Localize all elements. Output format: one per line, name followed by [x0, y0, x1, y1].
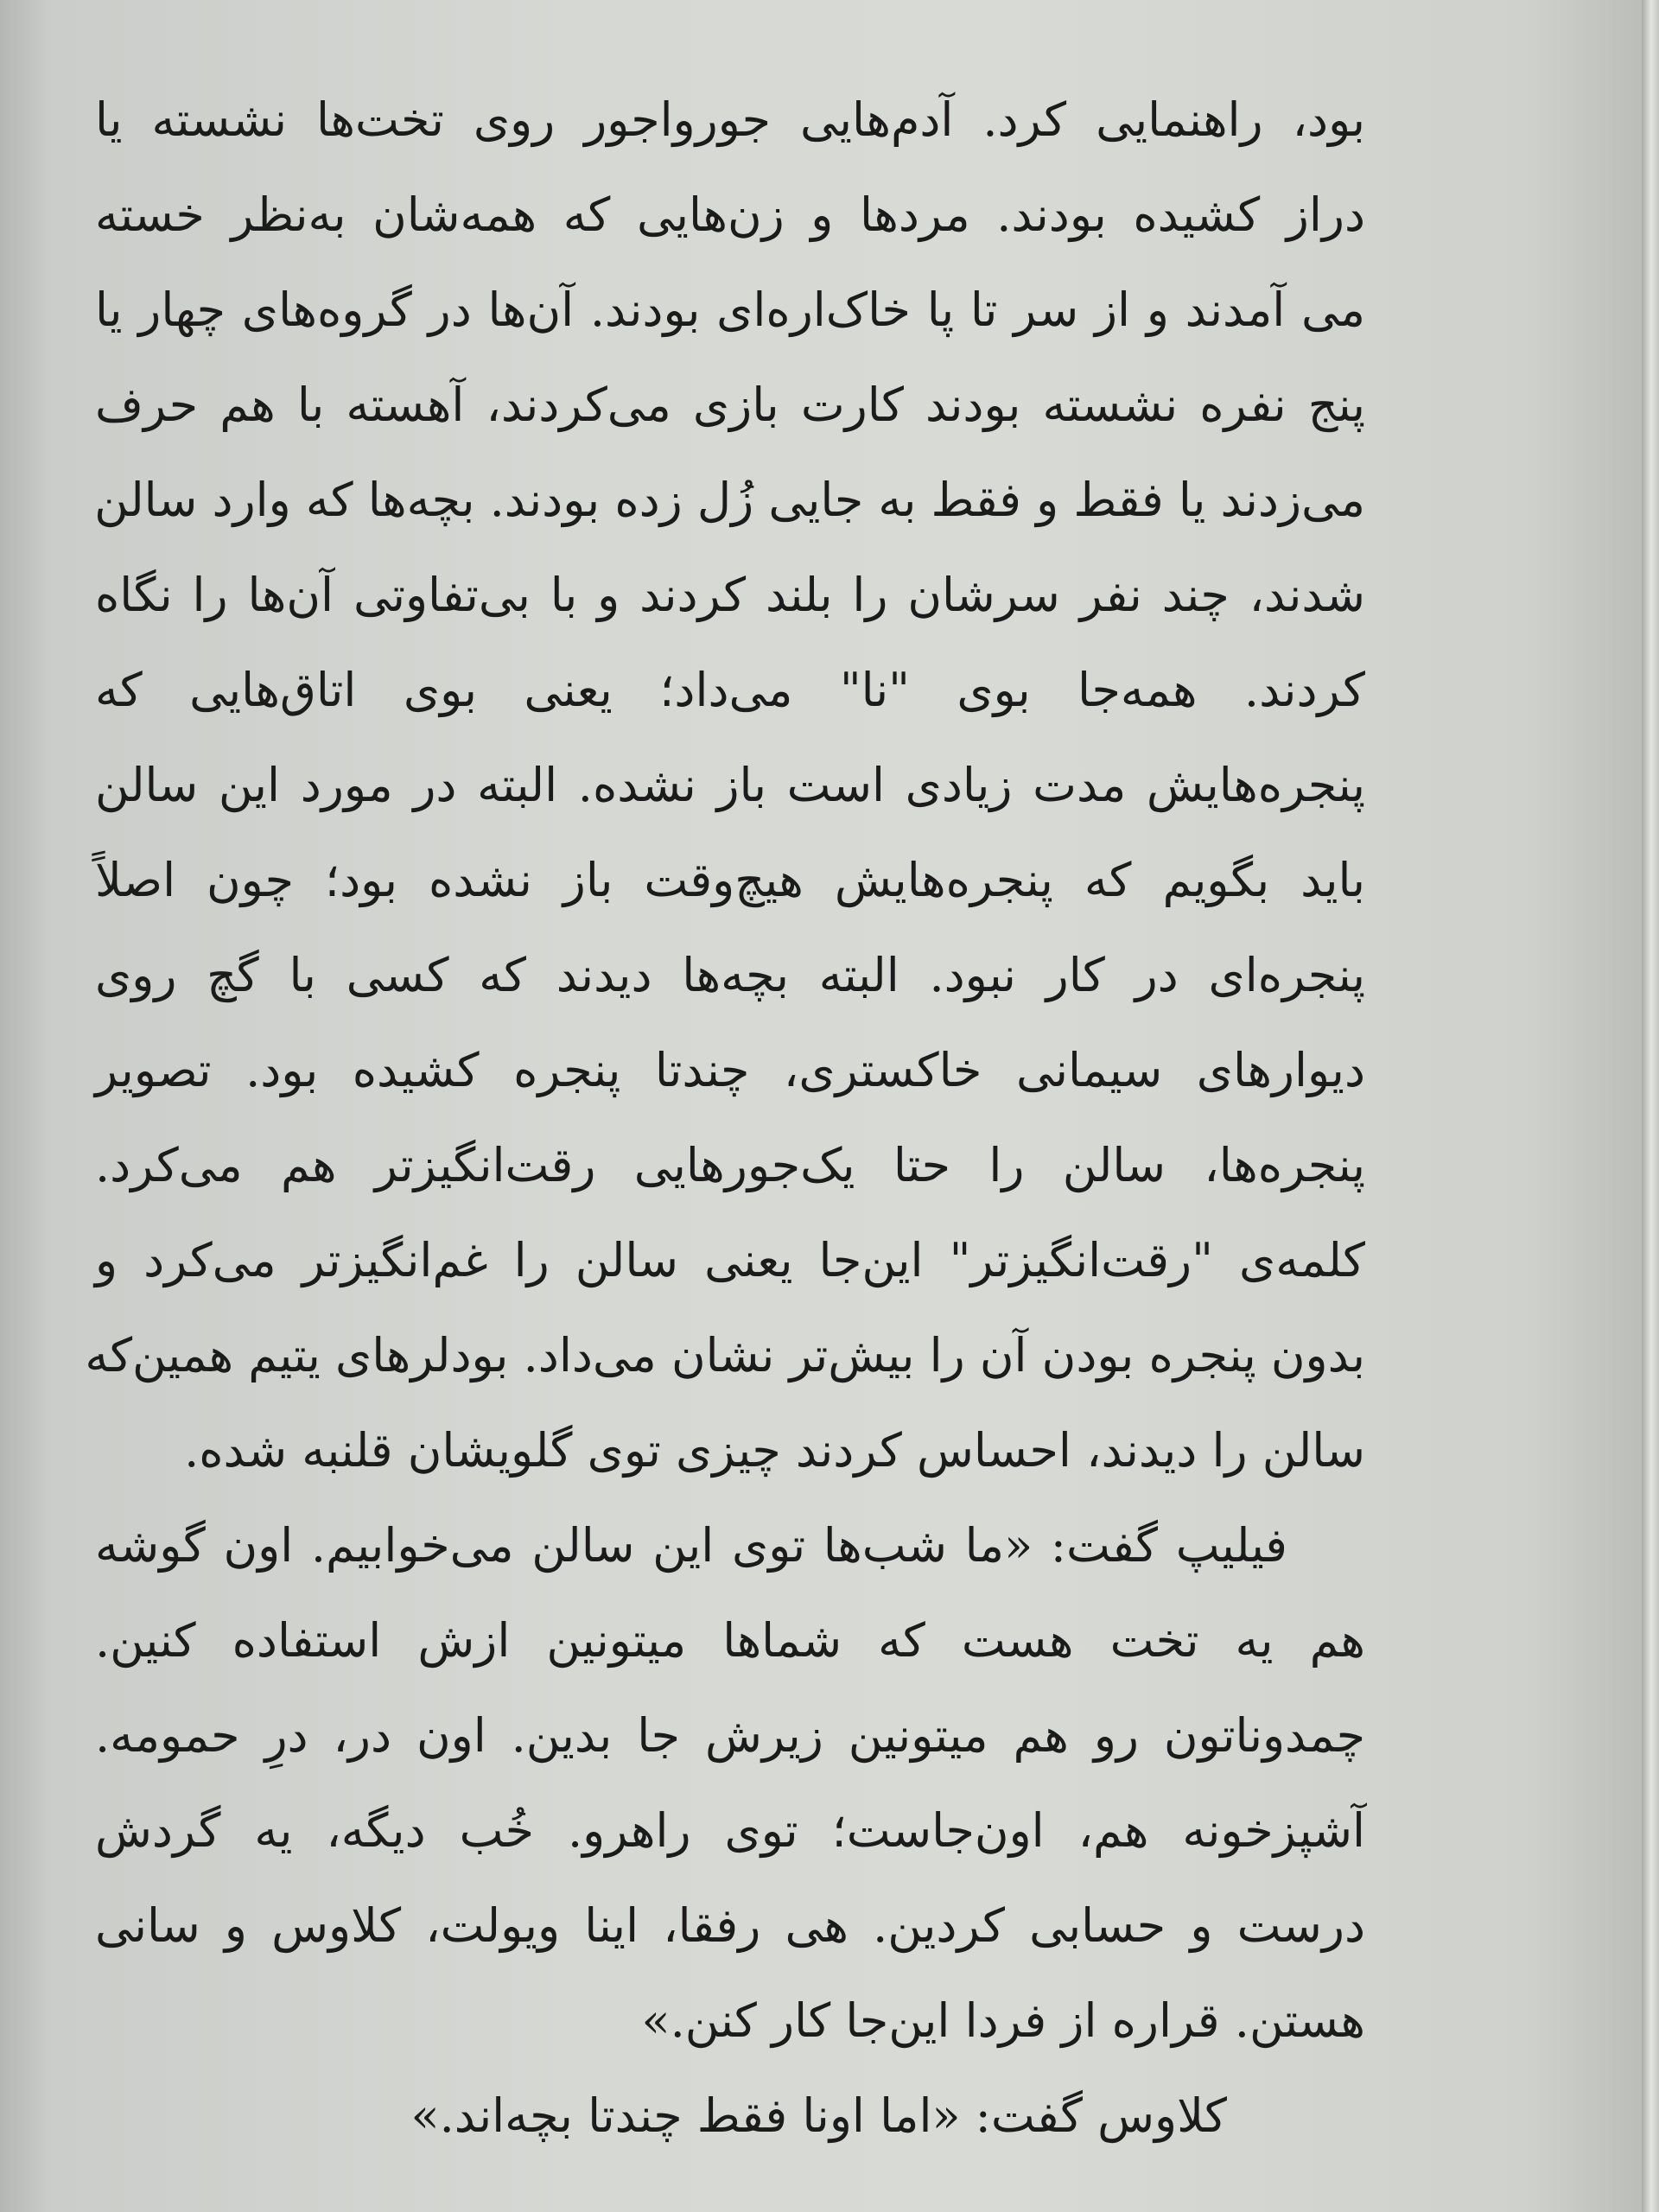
text-line: پنج نفره نشسته بودند کارت بازی می‌کردند، آهسته با هم حرف — [95, 378, 1365, 432]
text-line: بدون پنجره بودن آن را بیش‌تر نشان می‌داد. بودلرهای یتیم همین‌که — [85, 1328, 1365, 1382]
text-line: کردند. همه‌جا بوی "نا" می‌داد؛ یعنی بوی اتاق‌هایی که — [95, 663, 1365, 717]
text-line: پنجره‌هایش مدت زیادی است باز نشده. البته در مورد این سالن — [95, 758, 1365, 812]
text-line: می‌زدند یا فقط و فقط به جایی زُل زده بودند. بچه‌ها که وارد سالن — [94, 473, 1365, 527]
paragraph-end-line: هستن. قراره از فردا این‌جا کار کنن.» — [641, 1993, 1365, 2048]
text-line: کلمه‌ی "رقت‌انگیزتر" این‌جا یعنی سالن را غم‌انگیزتر می‌کرد و — [95, 1233, 1365, 1287]
text-line: باید بگویم که پنجره‌هایش هیچ‌وقت باز نشده بود؛ چون اصلاً — [95, 853, 1365, 907]
text-line: هم یه تخت هست که شماها میتونین ازش استفاده کنین. — [95, 1613, 1365, 1668]
partial-bottom-line: کلاوس گفت: «اما اونا فقط چندتا بچه‌اند.» — [410, 2088, 1227, 2143]
text-line: دیوارهای سیمانی خاکستری، چندتا پنجره کشیده بود. تصویر — [95, 1043, 1365, 1097]
text-line: شدند، چند نفر سرشان را بلند کردند و با بی‌تفاوتی آن‌ها را نگاه — [95, 568, 1365, 622]
book-page-text — [85, 73, 1365, 2143]
text-line: دراز کشیده بودند. مردها و زن‌هایی که همه‌شان به‌نظر خسته — [95, 188, 1365, 242]
paragraph-start-line: فیلیپ گفت: «ما شب‌ها توی این سالن می‌خوابیم. اون گوشه — [95, 1518, 1287, 1573]
text-line: درست و حسابی کردین. هی رفقا، اینا ویولت، کلاوس و سانی — [95, 1898, 1365, 1953]
text-line: می آمدند و از سر تا پا خاک‌اره‌ای بودند. آن‌ها در گروه‌های چهار یا — [95, 283, 1365, 337]
text-line: پنجره‌ای در کار نبود. البته بچه‌ها دیدند که کسی با گچ روی — [95, 948, 1365, 1002]
page-gutter-shadow — [0, 0, 52, 2212]
page-edge — [1642, 0, 1659, 2212]
text-line: چمدوناتون رو هم میتونین زیرش جا بدین. اون در، درِ حمومه. — [95, 1708, 1365, 1763]
paragraph-end-line: سالن را دیدند، احساس کردند چیزی توی گلویشان قلنبه شده. — [184, 1423, 1365, 1478]
text-line: آشپزخونه هم، اون‌جاست؛ توی راهرو. خُب دیگه، یه گردش — [95, 1803, 1365, 1858]
text-line: بود، راهنمایی کرد. آدم‌هایی جورواجور روی تخت‌ها نشسته یا — [95, 92, 1365, 147]
text-line: پنجره‌ها، سالن را حتا یک‌جورهایی رقت‌انگیزتر هم می‌کرد. — [95, 1138, 1365, 1192]
